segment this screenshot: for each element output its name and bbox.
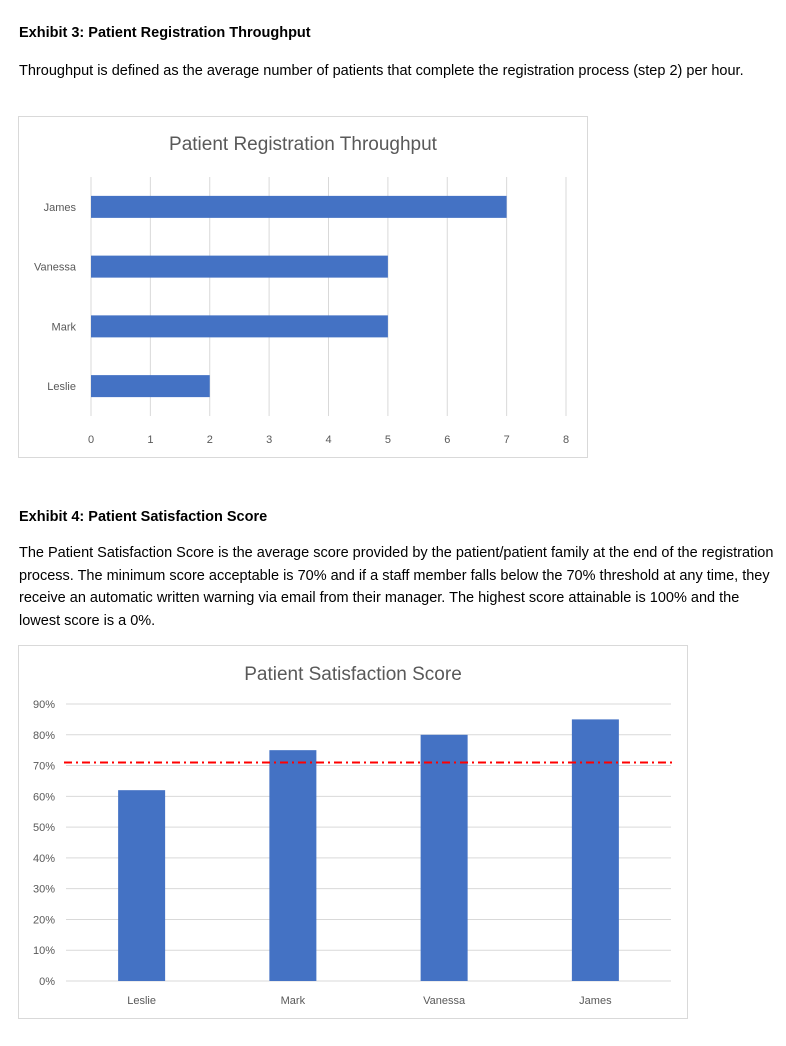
x-tick-label: 8 [562,434,570,446]
y-tick-label: 90% [32,699,55,711]
x-tick-label: 2 [206,434,213,446]
category-label: Mark [51,321,76,334]
exhibit4-description: The Patient Satisfaction Score is the average score provided by the patient/patient family at the end of the registration process. The minimum score acceptable is 70% and if a staff member falls below the 70% threshold at any time, they receive an automatic written warning via email from their manager. The highest score attainable is 100% and the lowest score is a 0%. [19,545,774,629]
x-tick-label: 0 [87,434,95,446]
category-label: Vanessa [423,995,466,1007]
bar [91,256,388,278]
bar [118,790,165,981]
throughput-chart-svg [19,117,587,457]
y-tick-label: 80% [32,729,55,742]
throughput-chart [18,116,588,458]
category-label: James [579,995,612,1007]
x-tick-label: 6 [444,434,451,446]
bar [91,375,210,397]
category-label: Leslie [127,995,156,1007]
category-label: Vanessa [34,261,76,274]
x-tick-label: 3 [266,434,273,446]
x-tick-label: 4 [325,434,332,446]
y-tick-label: 70% [32,760,55,773]
y-tick-label: 0% [39,976,55,988]
bar [91,196,507,218]
satisfaction-chart-title: Patient Satisfaction Score [244,664,462,685]
bar [269,750,316,981]
bar [91,315,388,337]
y-tick-label: 50% [32,822,55,835]
bar [572,719,619,981]
x-tick-label: 7 [503,434,510,446]
y-tick-label: 10% [32,945,55,958]
satisfaction-chart-svg [19,646,687,1018]
category-label: Leslie [47,381,76,394]
y-tick-label: 40% [32,852,55,865]
category-label: Mark [280,995,306,1007]
category-label: James [43,201,76,214]
bar [421,735,468,981]
exhibit4-heading: Exhibit 4: Patient Satisfaction Score [19,509,268,525]
y-tick-label: 30% [32,883,55,896]
x-tick-label: 1 [147,434,154,446]
throughput-chart-title: Patient Registration Throughput [169,134,437,155]
satisfaction-chart [18,645,688,1019]
exhibit3-heading: Exhibit 3: Patient Registration Throughput [19,25,311,41]
y-tick-label: 60% [32,791,55,804]
y-tick-label: 20% [32,914,55,927]
exhibit3-description: Throughput is defined as the average number of patients that complete the registration process (step 2) per hour. [19,63,744,79]
x-tick-label: 5 [384,434,391,446]
